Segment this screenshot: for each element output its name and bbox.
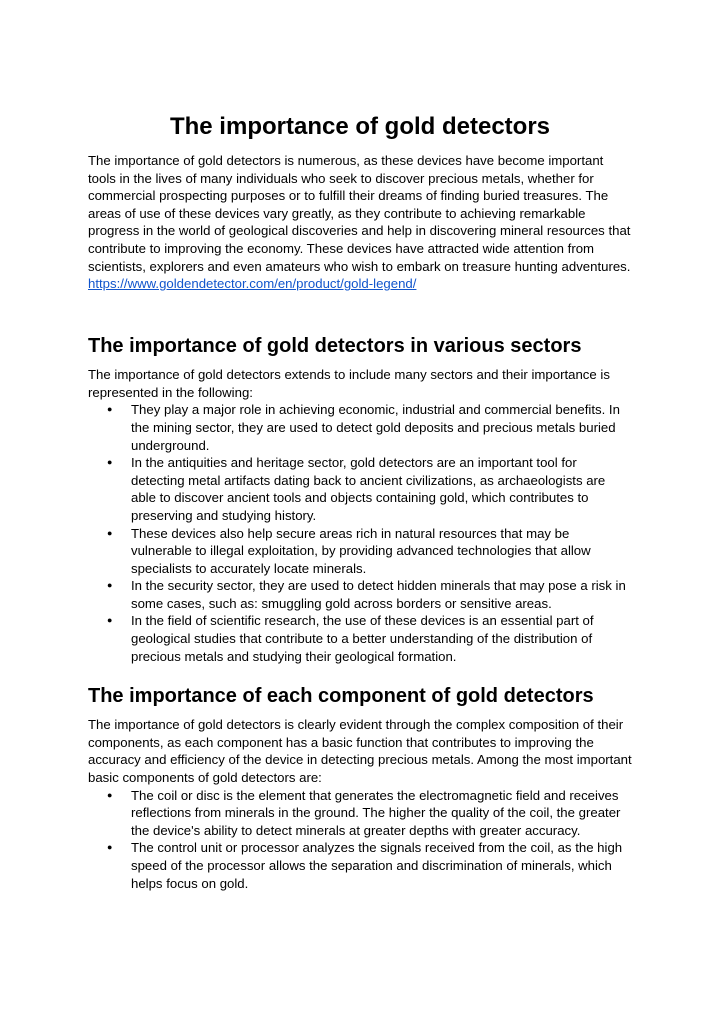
section-paragraph-components: The importance of gold detectors is clearly evident through the complex composition of their components, as each component has a basic function that contributes to improving the accuracy and efficiency of the device in detecting precious metals. Among the most important basic components of gold detectors are: (88, 717, 632, 786)
section-components (88, 683, 632, 892)
bullet-list-sectors (88, 401, 632, 665)
page-title: The importance of gold detectors (169, 113, 551, 140)
product-link[interactable]: https://www.goldendetector.com/en/product/gold-legend/ (88, 276, 417, 292)
section-sectors (88, 333, 632, 665)
list-item: ● They play a major role in achieving economic, industrial and commercial benefits. In the mining sector, they are used to detect gold deposits and precious metals buried underground. (131, 401, 632, 454)
list-item: ● In the security sector, they are used to detect hidden minerals that may pose a risk in some cases, such as: smuggling gold across borders or sensitive areas. (131, 577, 632, 612)
intro-paragraph: The importance of gold detectors is numerous, as these devices have become important tools in the lives of many individuals who seek to discover precious metals, whether for commercial prospecting purposes or to fulfill their dreams of finding buried treasures. The areas of use of these devices vary greatly, as they contribute to achieving remarkable progress in the world of geological discoveries and help in discovering mineral resources that contribute to improving the economy. These devices have attracted wide attention from scientists, explorers and even amateurs who wish to embark on treasure hunting adventures. (88, 153, 631, 274)
list-item: ● In the antiquities and heritage sector, gold detectors are an important tool for detecting metal artifacts dating back to ancient civilizations, as archaeologists are able to discover ancient tools and objects containing gold, which contributes to preserving and studying history. (131, 454, 632, 524)
section-paragraph-sectors: The importance of gold detectors extends to include many sectors and their importance is represented in the following: (88, 367, 610, 400)
list-item: ● These devices also help secure areas rich in natural resources that may be vulnerable to illegal exploitation, by providing advanced technologies that allow specialists to accurately locate minerals. (131, 525, 632, 578)
section-heading-sectors: The importance of gold detectors in various sectors (88, 335, 582, 358)
bullet-list-components (88, 787, 632, 893)
list-item: ● The coil or disc is the element that generates the electromagnetic field and receives reflections from minerals in the ground. The higher the quality of the coil, the greater the device's ability to detect minerals at greater depths with greater accuracy. (131, 787, 632, 840)
section-heading-components: The importance of each component of gold detectors (88, 685, 594, 708)
list-item: ● The control unit or processor analyzes the signals received from the coil, as the high speed of the processor allows the separation and discrimination of minerals, which helps focus on gold. (131, 839, 632, 892)
list-item: ● In the field of scientific research, the use of these devices is an essential part of geological studies that contribute to a better understanding of the distribution of precious metals and studying their geological formation. (131, 612, 632, 665)
